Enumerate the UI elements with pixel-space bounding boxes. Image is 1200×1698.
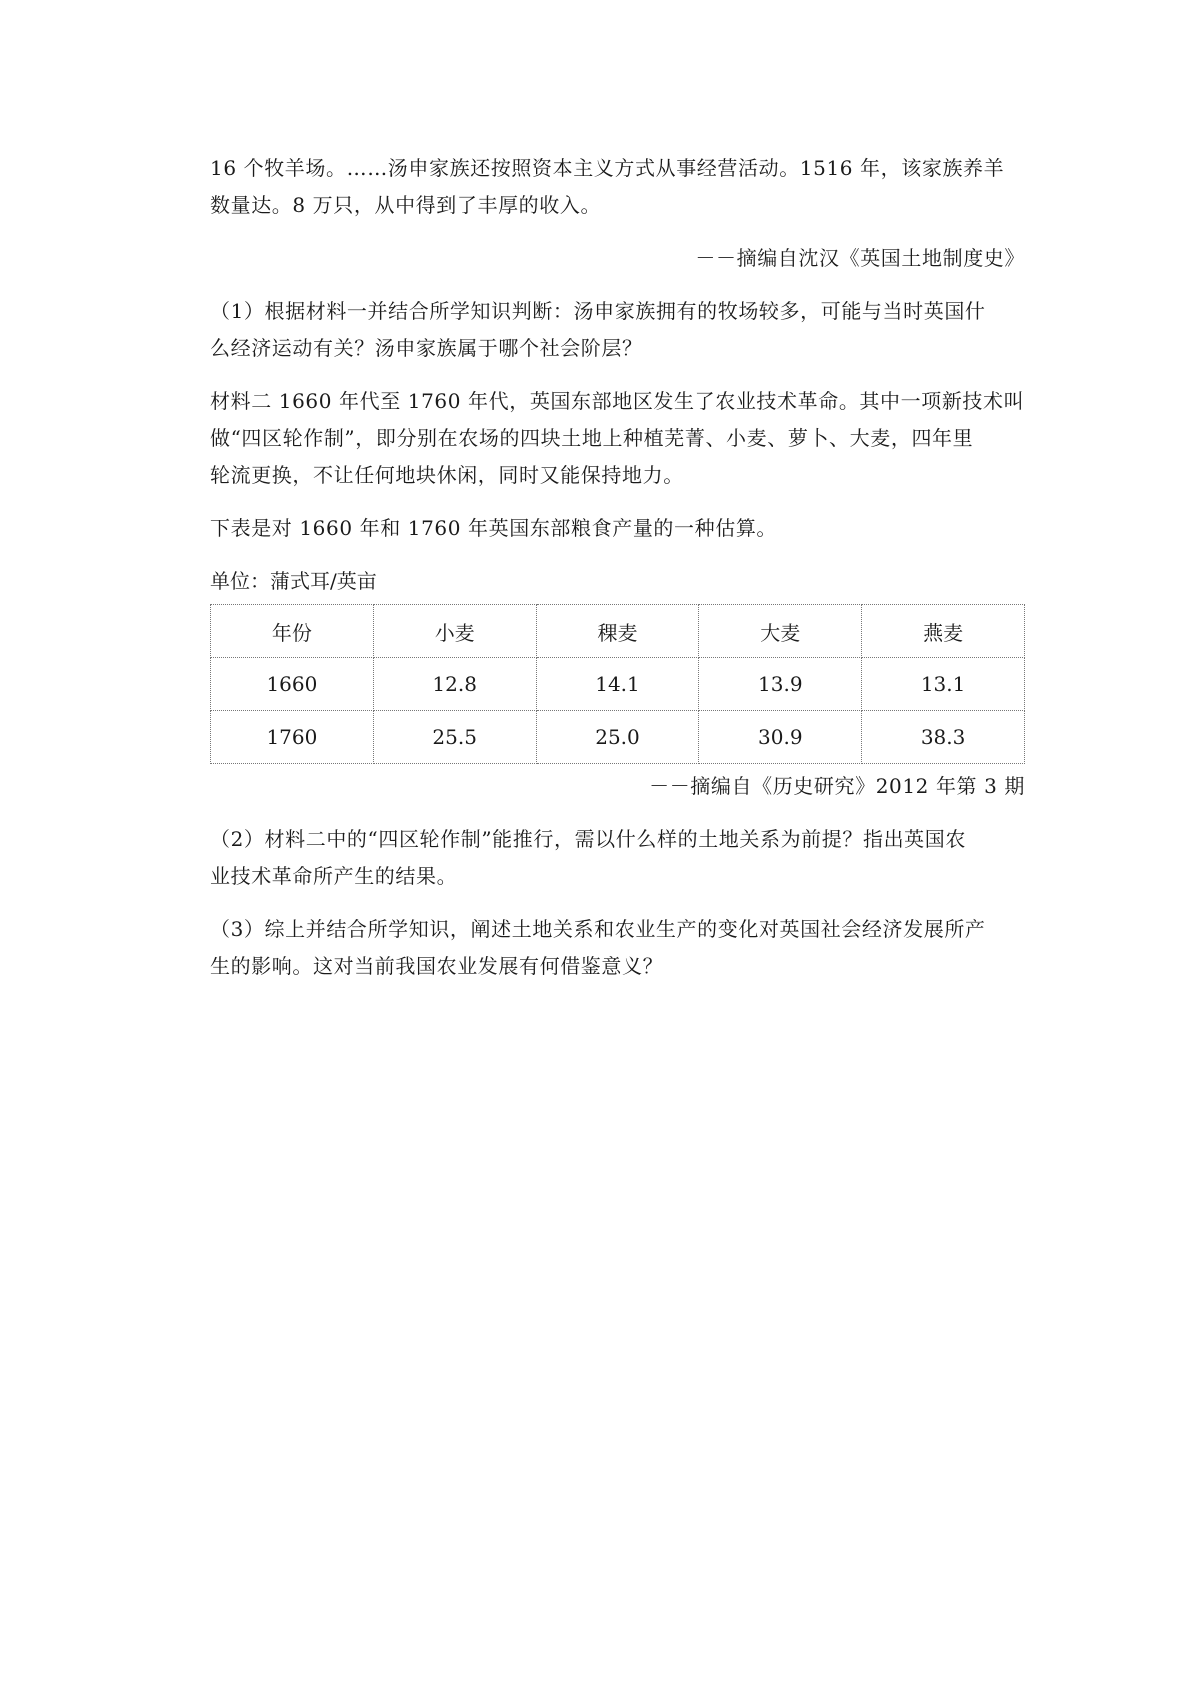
material-two [210, 383, 1025, 494]
source-citation-2: －－摘编自《历史研究》2012 年第 3 期 [649, 774, 1025, 798]
table-cell: 25.5 [373, 711, 536, 764]
header-cell-oats: 燕麦 [862, 605, 1025, 658]
table-cell: 14.1 [536, 658, 699, 711]
text-line: 做“四区轮作制”，即分别在农场的四块土地上种植芜菁、小麦、萝卜、大麦，四年里 [210, 426, 974, 450]
table-cell: 25.0 [536, 711, 699, 764]
document-page [210, 150, 1025, 1001]
text-line: （2）材料二中的“四区轮作制”能推行，需以什么样的土地关系为前提？指出英国农 [210, 827, 966, 851]
table-cell: 1760 [211, 711, 374, 764]
question-3 [210, 911, 1025, 985]
header-cell-year: 年份 [211, 605, 374, 658]
material-one-continuation [210, 150, 1025, 224]
text-line: 轮流更换，不让任何地块休闲，同时又能保持地力。 [210, 463, 684, 487]
table-cell: 30.9 [699, 711, 862, 764]
table-row [211, 711, 1025, 764]
header-cell-barley: 大麦 [699, 605, 862, 658]
grain-yield-table [210, 604, 1025, 764]
text-line: 16 个牧羊场。……汤申家族还按照资本主义方式从事经营活动。1516 年，该家族养羊 [210, 156, 1005, 180]
text-line: 么经济运动有关？汤申家族属于哪个社会阶层？ [210, 336, 643, 360]
question-1 [210, 293, 1025, 367]
table-cell: 13.1 [862, 658, 1025, 711]
header-cell-wheat: 小麦 [373, 605, 536, 658]
table-unit-label: 单位：蒲式耳/英亩 [210, 569, 377, 593]
text-line: 生的影响。这对当前我国农业发展有何借鉴意义？ [210, 954, 664, 978]
text-line: （1）根据材料一并结合所学知识判断：汤申家族拥有的牧场较多，可能与当时英国什 [210, 299, 986, 323]
table-row [211, 658, 1025, 711]
text-line: 数量达。8 万只，从中得到了丰厚的收入。 [210, 193, 602, 217]
source-citation-1: －－摘编自沈汉《英国土地制度史》 [695, 246, 1025, 270]
header-cell-rye: 稞麦 [536, 605, 699, 658]
table-intro: 下表是对 1660 年和 1760 年英国东部粮食产量的一种估算。 [210, 516, 778, 540]
text-line: 业技术革命所产生的结果。 [210, 864, 458, 888]
table-header-row [211, 605, 1025, 658]
table-cell: 12.8 [373, 658, 536, 711]
question-2 [210, 821, 1025, 895]
table-cell: 13.9 [699, 658, 862, 711]
text-line: 材料二 1660 年代至 1760 年代，英国东部地区发生了农业技术革命。其中一项新技术叫 [210, 389, 1025, 413]
text-line: （3）综上并结合所学知识，阐述土地关系和农业生产的变化对英国社会经济发展所产 [210, 917, 986, 941]
table-cell: 38.3 [862, 711, 1025, 764]
table-cell: 1660 [211, 658, 374, 711]
